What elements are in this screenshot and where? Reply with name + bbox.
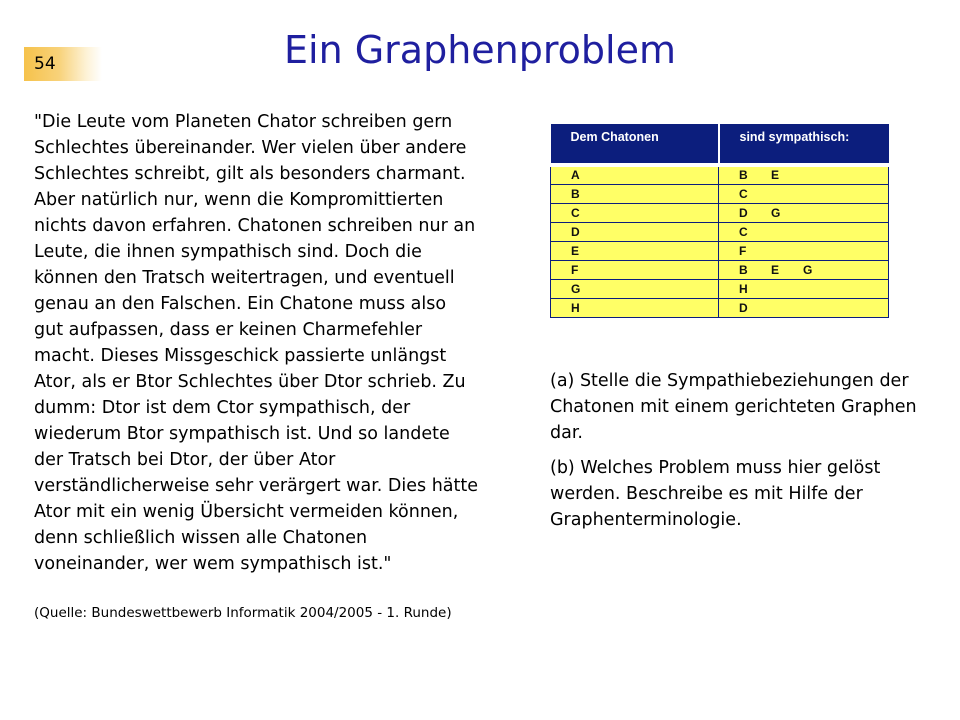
sympathy-letter: B — [739, 168, 748, 183]
table-row — [551, 222, 889, 241]
sympathy-cell — [719, 260, 889, 279]
table-row — [551, 165, 889, 184]
sympathy-letter: G — [771, 205, 781, 220]
sympathy-letter: G — [803, 262, 813, 277]
sympathy-cell — [719, 241, 889, 260]
sympathy-letter: C — [739, 186, 748, 201]
table-row — [551, 298, 889, 317]
table-body — [551, 165, 889, 317]
sympathy-letter: H — [739, 281, 748, 296]
table-row — [551, 203, 889, 222]
sympathy-table — [550, 124, 889, 318]
sympathy-letter: F — [739, 243, 747, 258]
source-citation: (Quelle: Bundeswettbewerb Informatik 2004/2005 - 1. Runde) — [34, 605, 452, 621]
chatone-cell: F — [551, 260, 719, 279]
sympathy-cell — [719, 165, 889, 184]
sympathy-letter: D — [739, 300, 748, 315]
table-row — [551, 260, 889, 279]
sympathy-cell — [719, 279, 889, 298]
sympathy-letter: E — [771, 168, 780, 183]
sympathy-letter: D — [739, 205, 748, 220]
table-header-sympathy: sind sympathisch: — [719, 124, 889, 165]
chatone-cell: A — [551, 165, 719, 184]
table-row — [551, 184, 889, 203]
slide-title: Ein Graphenproblem — [284, 28, 676, 72]
sympathy-cell — [719, 298, 889, 317]
sympathy-letter: E — [771, 262, 780, 277]
table-row — [551, 241, 889, 260]
table-header-row — [551, 124, 889, 165]
sympathy-cell — [719, 203, 889, 222]
sympathy-letter: C — [739, 224, 748, 239]
sympathy-cell — [719, 184, 889, 203]
sympathy-letter: B — [739, 262, 748, 277]
chatone-cell: D — [551, 222, 719, 241]
quote-text: "Die Leute vom Planeten Chator schreiben gern Schlechtes übereinander. Wer vielen über andere Schlechtes schreibt, gilt als besonders charmant. Aber natürlich nur, wenn die Kompromittierten nichts davon erfahren. Chatonen schreiben nur an Leute, die ihnen sympathisch sind. Doch die können den Tratsch weitertragen, und eventuell genau an den Falschen. Ein Chatone muss also gut aufpassen, dass er keinen Charmefehler macht. Dieses Missgeschick passierte unlängst Ator, als er Btor Schlechtes über Dtor schrieb. Zu dumm: Dtor ist dem Ctor sympathisch, der wiederum Btor sympathisch ist. Und so landete der Tratsch bei Dtor, der über Ator verständlicherweise sehr verärgert war. Dies hätte Ator mit ein wenig Übersicht vermeiden können, denn schließlich wissen alle Chatonen voneinander, wer wem sympathisch ist." — [34, 112, 479, 574]
chatone-cell: C — [551, 203, 719, 222]
table-row — [551, 279, 889, 298]
sympathy-cell — [719, 222, 889, 241]
table-header-chatone: Dem Chatonen — [551, 124, 719, 165]
chatone-cell: B — [551, 184, 719, 203]
page-number: 54 — [34, 54, 56, 74]
chatone-cell: H — [551, 298, 719, 317]
chatone-cell: E — [551, 241, 719, 260]
task-a: (a) Stelle die Sympathiebeziehungen der Chatonen mit einem gerichteten Graphen dar. — [550, 371, 917, 443]
task-b: (b) Welches Problem muss hier gelöst werden. Beschreibe es mit Hilfe der Graphenterminologie. — [550, 458, 881, 530]
chatone-cell: G — [551, 279, 719, 298]
